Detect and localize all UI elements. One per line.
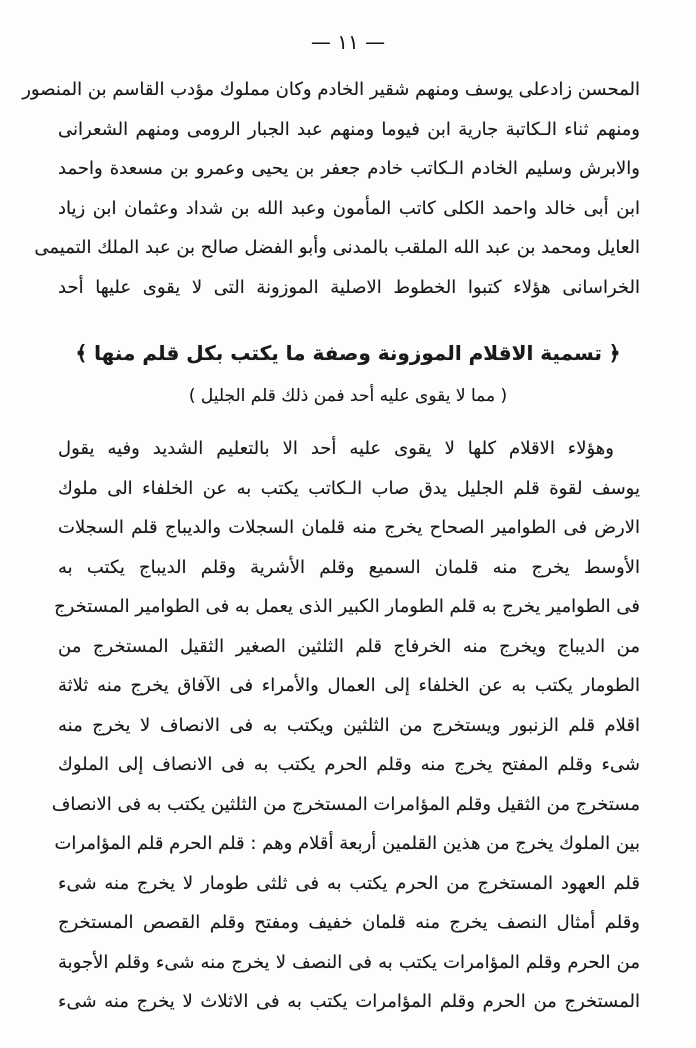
section-subheading: ( مما لا يقوى عليه أحد فمن ذلك قلم الجليل ) [188, 386, 508, 406]
text-line: يوسف لقوة قلم الجليل يدق صاب الـكاتب يكتب به عن الخلفاء الى ملوك [58, 477, 640, 499]
text-line: ابن أبى خالد واحمد الكلى كاتب المأمون وعبد الله بن شداد وعثمان ابن زياد [58, 197, 640, 219]
text-line: فى الطوامير يخرج به قلم الطومار الكبير الذى يعمل به فى الطوامير المستخرج [54, 596, 640, 617]
text-line: مستخرج من الثقيل وقلم المؤامرات المستخرج من الثلثين يكتب به فى الانصاف [51, 793, 640, 815]
text-line: من الحرم وقلم المؤامرات يكتب به فى النصف لا يخرج منه شىء وقلم الأجوبة [58, 951, 640, 973]
section-heading: ﴿ تسمية الاقلام الموزونة وصفة ما يكتب بكل قلم منها ﴾ [75, 341, 621, 365]
text-line: من الديباج ويخرج منه الخرفاج قلم الثلثين الصغير الثقيل المستخرج من [58, 635, 640, 657]
paragraph-pen-descriptions [0, 429, 696, 1022]
page-number: — ١١ — [310, 30, 386, 54]
text-line: الخراسانى هؤلاء كتبوا الخطوط الاصلية الموزونة التى لا يقوى عليها أحد [58, 276, 640, 298]
text-line: ومنهم ثناء الـكاتبة جارية ابن فيوما ومنهم عبد الجبار الرومى ومنهم الشعرانى [58, 118, 640, 140]
text-line: الطومار يكتب به عن الخلفاء إلى العمال والأمراء فى الآفاق يخرج منه ثلاثة [58, 675, 640, 696]
text-line: بين الملوك يخرج من هذين القلمين أربعة أقلام وهم : قلم الحرم قلم المؤامرات [54, 833, 640, 854]
text-line: العايل ومحمد بن عبد الله الملقب بالمدنى وأبو الفضل صالح بن عبد الملك التميمى [34, 237, 640, 258]
text-line: المحسن زادعلى يوسف ومنهم شقير الخادم وكان مملوك مؤدب القاسم بن المنصور [22, 79, 640, 100]
text-line: اقلام قلم الزنبور ويستخرج من الثلثين ويكتب به فى الانصاف لا يخرج منه [58, 714, 640, 736]
paragraph-names-of-scribes [0, 70, 696, 307]
text-line: الأوسط يخرج منه قلمان السميع وقلم الأشرية وقلم الديباج يكتب به [58, 556, 640, 578]
text-line: شىء وقلم المفتح يخرج منه وقلم الحرم يكتب به فى الانصاف إلى الملوك [58, 754, 640, 775]
text-line: الارض فى الطوامير الصحاح يخرج منه قلمان السجلات والديباج قلم السجلات [58, 517, 640, 538]
text-line: وهؤلاء الاقلام كلها لا يقوى عليه أحد الا بالتعليم الشديد وفيه يقول [58, 438, 614, 459]
text-line: وقلم أمثال النصف يخرج منه قلمان خفيف ومفتح وقلم القصص المستخرج [58, 912, 640, 933]
text-line: والابرش وسليم الخادم الـكاتب خادم جعفر بن يحيى وعمرو بن مسعدة واحمد [58, 158, 640, 179]
text-line: المستخرج من الحرم وقلم المؤامرات يكتب به فى الاثلاث لا يخرج منه شىء [58, 991, 640, 1012]
text-line: قلم العهود المستخرج من الحرم يكتب به فى ثلثى طومار لا يخرج منه شىء [58, 872, 640, 894]
